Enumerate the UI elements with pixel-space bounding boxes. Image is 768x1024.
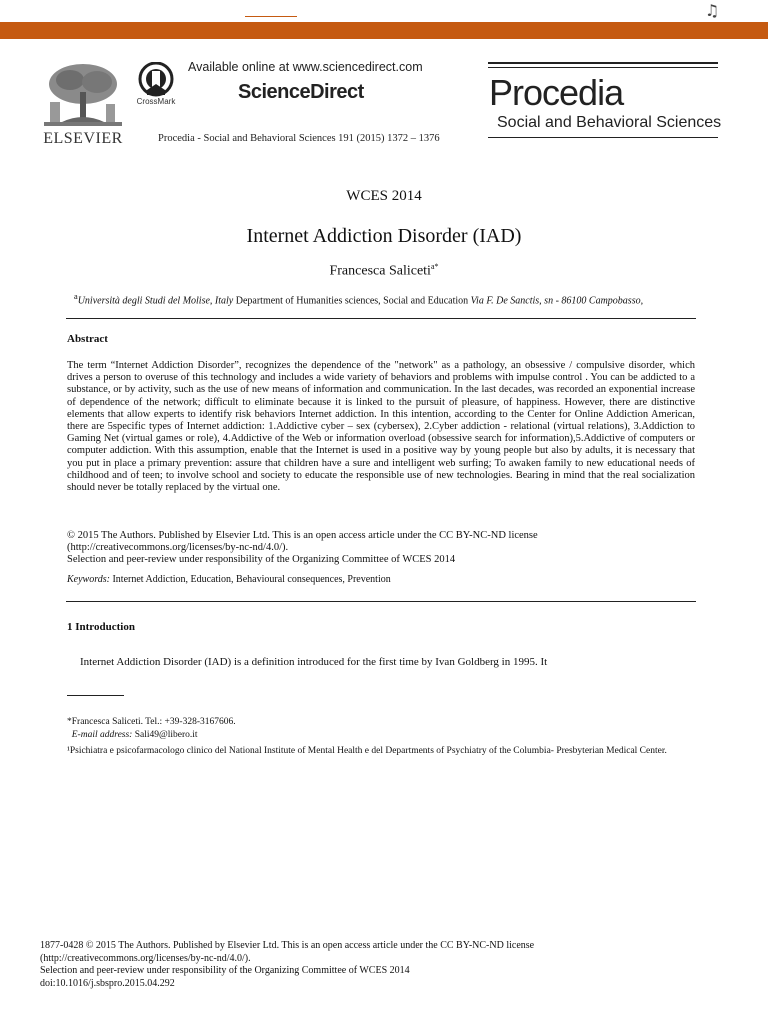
- procedia-title: Procedia: [489, 72, 624, 113]
- footer-license-link[interactable]: (http://creativecommons.org/licenses/by-nc-nd/4.0/).: [40, 952, 251, 964]
- procedia-rule-top-thin: [488, 67, 718, 68]
- author-superscript: a*: [430, 262, 439, 271]
- procedia-rule-top: [488, 62, 718, 64]
- author-line: [0, 262, 768, 280]
- keywords-list: Internet Addiction, Education, Behavioural consequences, Prevention: [109, 574, 391, 585]
- page-footer: [40, 940, 700, 990]
- copyright-block: [67, 530, 695, 567]
- footnote-affiliation: ¹Psichiatra e psicofarmacologo clinico del National Institute of Mental Health e del Departments of Psychiatry of the Columbia- Presbyterian Medical Center.: [67, 746, 667, 756]
- affiliation: [74, 292, 714, 306]
- copyright-line: © 2015 The Authors. Published by Elsevier Ltd. This is an open access article under the CC BY-NC-ND license: [67, 530, 538, 541]
- publisher-name: ELSEVIER: [43, 130, 123, 147]
- available-online-text[interactable]: Available online at www.sciencedirect.com: [188, 60, 423, 74]
- journal-citation: Procedia - Social and Behavioral Sciences 191 (2015) 1372 – 1376: [158, 133, 440, 144]
- sciencedirect-logo: ScienceDirect: [238, 81, 364, 103]
- top-toolbar: [0, 0, 768, 22]
- footnotes: [67, 716, 707, 758]
- abstract-heading: Abstract: [67, 333, 108, 345]
- elsevier-tree-logo: [42, 62, 124, 130]
- affiliation-address: Via F. De Sanctis, sn - 86100 Campobasso,: [470, 295, 644, 307]
- conference-name: WCES 2014: [346, 188, 422, 204]
- footer-peer-review: Selection and peer-review under responsibility of the Organizing Committee of WCES 2014: [40, 965, 410, 976]
- footnote-rule: [67, 695, 124, 696]
- keywords: [67, 574, 695, 585]
- intro-heading: 1 Introduction: [67, 621, 135, 633]
- crossmark-label: CrossMark: [136, 97, 176, 106]
- keywords-label: Keywords:: [67, 574, 110, 585]
- affiliation-department: Department of Humanities sciences, Social and Education: [233, 295, 471, 307]
- affiliation-university: Università degli Studi del Molise, Italy: [77, 295, 234, 307]
- orange-band: [0, 22, 768, 39]
- footnote-email: [67, 729, 707, 742]
- music-icon[interactable]: ♫: [704, 1, 720, 20]
- email-label: E-mail address:: [71, 729, 133, 740]
- procedia-subtitle: Social and Behavioral Sciences: [497, 114, 722, 131]
- abstract-body: The term “Internet Addiction Disorder”, recognizes the dependence of the "network" as a pathology, an obsessive / compulsive disorder, which drives a person to overuse of this technology and includes a wide variety of behaviors and problems with impulse control . You can be addicted to a substance, or by activity, such as the use of new means of information and communication. In the last decades, was recorded an exponential increase of dependence of the network; difficult to eliminate because it is linked to the pursuit of pleasure, of happiness. However, there are distinctive elements that allow experts to identify risk behaviors Internet addiction. In this intention, according to the Center for Online Addiction American, there are 5specific types of Internet addiction: 1.Addictive cyber – sex (cybersex), 2.Cyber addiction - relational (virtual relations), 3.Addiction to Gaming Net (virtual games or role), 4.Addictive of the Web or information overload (obsessive search for information),5.Addictive of computers or computer addiction. With this assumption, enable that the Internet is used in a positive way by young people but also by adults, it is necessary that you put in place a primary prevention: assure that children have a sure and intelligent web surfing; To awaken family to new educational needs of childhood and of teen; to involve school and society to educate the responsible use of new technologies. Bearing in mind that the real socialization should never be totally replaced by the virtual one.: [67, 360, 695, 494]
- author-name: Francesca Saliceti: [329, 263, 431, 279]
- email-address[interactable]: Sali49@libero.it: [132, 729, 198, 740]
- license-link[interactable]: (http://creativecommons.org/licenses/by-nc-nd/4.0/).: [67, 542, 289, 554]
- abstract-rule-bottom: [66, 601, 696, 602]
- paper-title: Internet Addiction Disorder (IAD): [246, 225, 522, 247]
- footer-doi[interactable]: doi:10.1016/j.sbspro.2015.04.292: [40, 977, 175, 989]
- affiliation-superscript: a: [74, 292, 78, 301]
- procedia-rule-bottom: [488, 137, 718, 138]
- footnote-contact: *Francesca Saliceti. Tel.: +39-328-3167606.: [67, 717, 236, 727]
- abstract-rule-top: [66, 318, 696, 319]
- intro-body: Internet Addiction Disorder (IAD) is a definition introduced for the first time by Ivan Goldberg in 1995. It: [80, 656, 548, 668]
- peer-review-line: Selection and peer-review under responsibility of the Organizing Committee of WCES 2014: [67, 554, 456, 566]
- footer-issn-line: 1877-0428 © 2015 The Authors. Published by Elsevier Ltd. This is an open access article under the CC BY-NC-ND license: [40, 940, 535, 951]
- toolbar-underline: [245, 16, 297, 17]
